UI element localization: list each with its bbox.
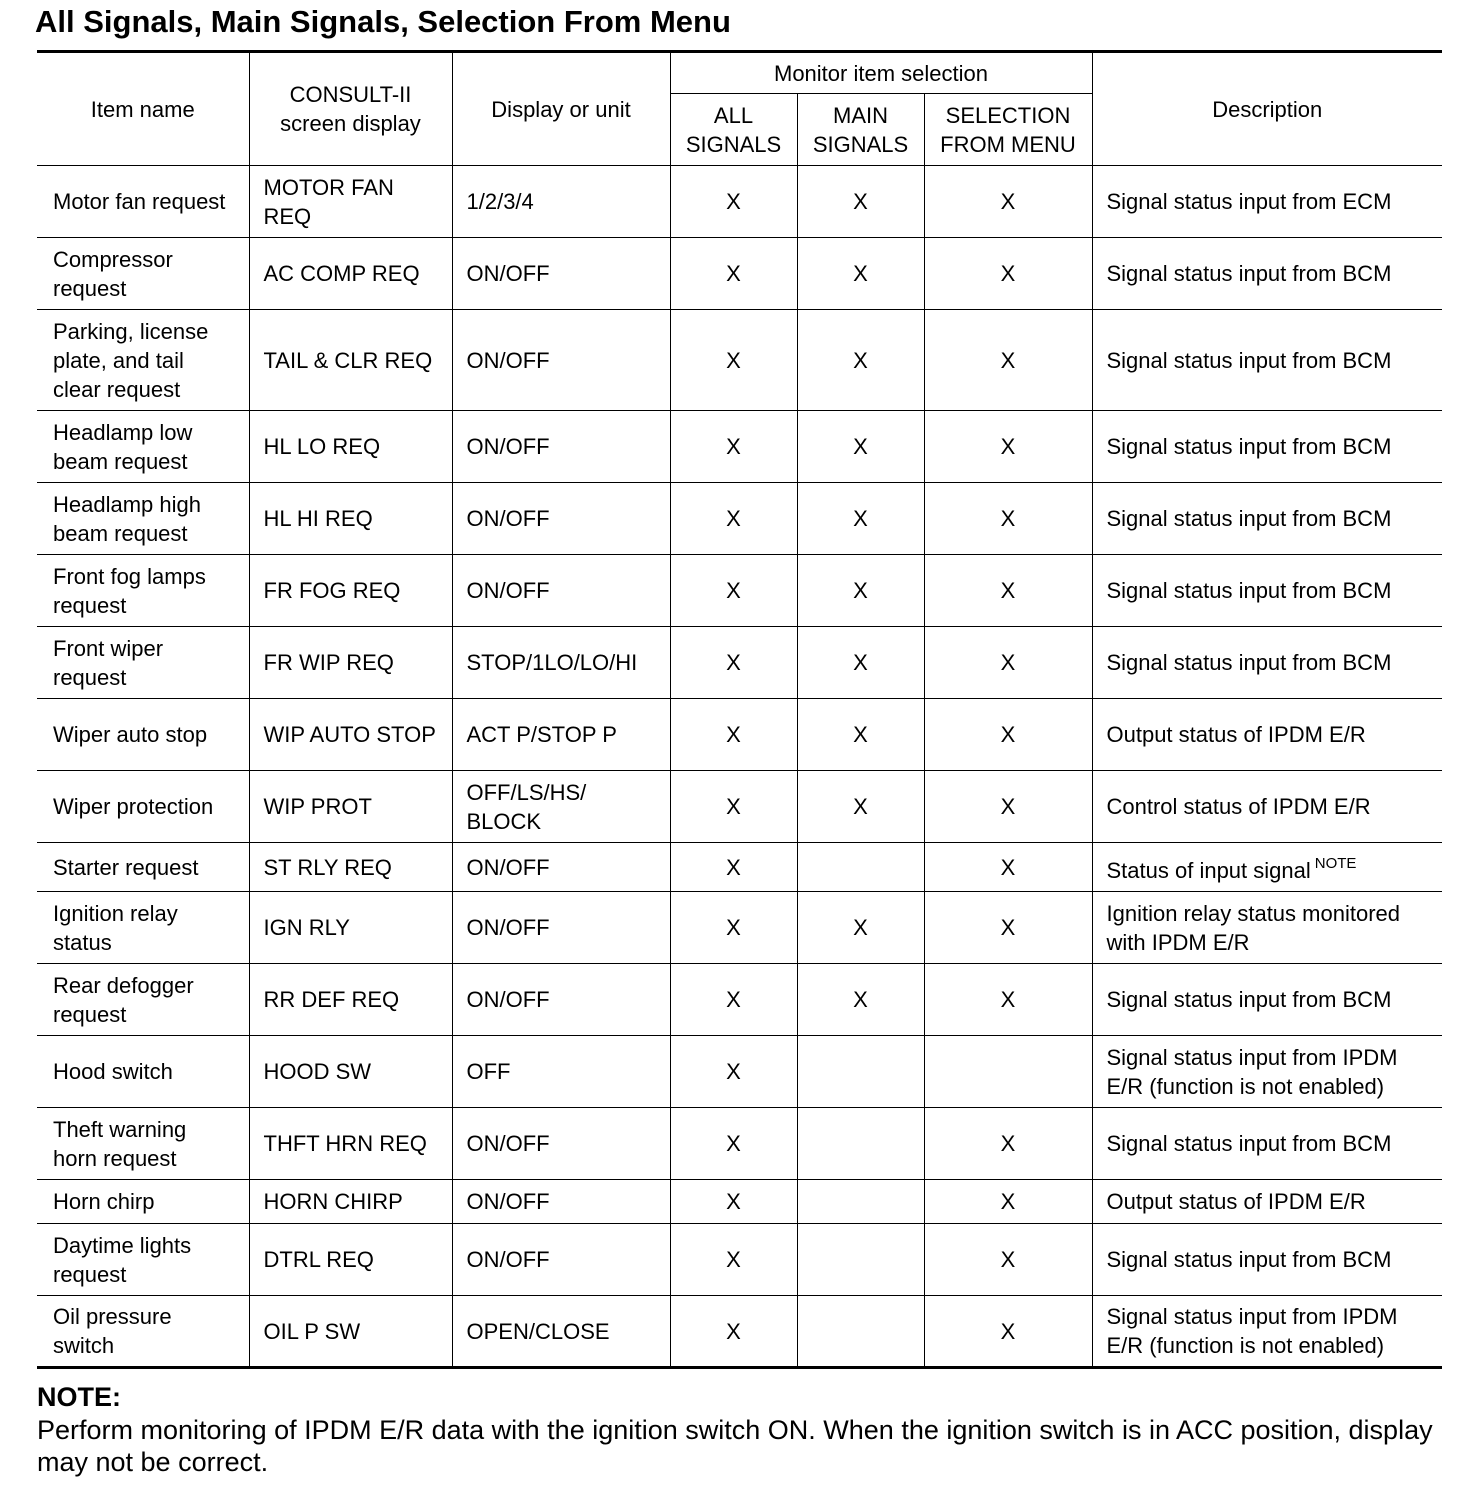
main-signals-cell: X [797,310,924,411]
unit-cell: STOP/1LO/LO/HI [452,627,670,699]
item-name-cell: Front fog lamps request [37,555,249,627]
main-signals-cell: X [797,411,924,483]
header-display-unit: Display or unit [452,52,670,166]
header-sel-line2: FROM MENU [940,131,1076,157]
main-signals-cell [797,1224,924,1296]
item-name-cell: Parking, license plate, and tail clear request [37,310,249,411]
item-name-cell: Compressor request [37,238,249,310]
description-text: Status of input signal [1106,858,1311,883]
unit-cell: ON/OFF [452,238,670,310]
main-signals-cell: X [797,238,924,310]
description-cell [1092,843,1442,892]
description-cell: Signal status input from BCM [1092,964,1442,1036]
main-signals-cell [797,1296,924,1368]
item-name-cell: Headlamp high beam request [37,483,249,555]
selection-cell: X [924,411,1092,483]
table-row [37,843,1442,892]
header-all-line1: ALL [713,102,754,128]
unit-cell: ON/OFF [452,1224,670,1296]
note-heading: NOTE: [37,1382,121,1412]
all-signals-cell: X [670,411,797,483]
selection-cell: X [924,166,1092,238]
description-cell: Signal status input from BCM [1092,483,1442,555]
header-main-line2: SIGNALS [812,131,909,157]
item-name-cell: Wiper protection [37,771,249,843]
table-row [37,892,1442,964]
all-signals-cell: X [670,1224,797,1296]
description-cell: Ignition relay status monitored with IPDM E/R [1092,892,1442,964]
main-signals-cell: X [797,166,924,238]
table-row [37,555,1442,627]
unit-cell: ON/OFF [452,964,670,1036]
unit-cell: ON/OFF [452,843,670,892]
item-name-cell: Daytime lights request [37,1224,249,1296]
selection-cell: X [924,555,1092,627]
unit-cell: ON/OFF [452,310,670,411]
table-row [37,1036,1442,1108]
selection-cell: X [924,310,1092,411]
consult-cell: AC COMP REQ [249,238,452,310]
main-signals-cell [797,843,924,892]
header-all-signals [670,94,797,166]
header-main-line1: MAIN [833,102,888,128]
unit-cell: ON/OFF [452,1108,670,1180]
consult-cell: OIL P SW [249,1296,452,1368]
selection-cell: X [924,1108,1092,1180]
header-item-name: Item name [37,52,249,166]
unit-cell: ON/OFF [452,1180,670,1224]
all-signals-cell: X [670,483,797,555]
consult-cell: DTRL REQ [249,1224,452,1296]
table-row [37,1180,1442,1224]
all-signals-cell: X [670,771,797,843]
consult-cell: FR WIP REQ [249,627,452,699]
main-signals-cell: X [797,771,924,843]
all-signals-cell: X [670,1296,797,1368]
item-name-cell: Starter request [37,843,249,892]
table-row [37,310,1442,411]
consult-cell: THFT HRN REQ [249,1108,452,1180]
consult-cell: HL HI REQ [249,483,452,555]
all-signals-cell: X [670,555,797,627]
consult-cell: WIP PROT [249,771,452,843]
selection-cell: X [924,843,1092,892]
header-consult-line1: CONSULT-II [289,82,412,107]
main-signals-cell [797,1108,924,1180]
main-signals-cell [797,1036,924,1108]
selection-cell: X [924,1296,1092,1368]
table-row [37,627,1442,699]
item-name-cell: Ignition relay status [37,892,249,964]
unit-cell: OPEN/CLOSE [452,1296,670,1368]
description-cell: Signal status input from BCM [1092,1224,1442,1296]
item-name-cell: Headlamp low beam request [37,411,249,483]
all-signals-cell: X [670,843,797,892]
unit-cell: ON/OFF [452,892,670,964]
main-signals-cell: X [797,699,924,771]
main-signals-cell: X [797,483,924,555]
consult-cell: HORN CHIRP [249,1180,452,1224]
unit-cell: ACT P/STOP P [452,699,670,771]
unit-cell: 1/2/3/4 [452,166,670,238]
item-name-cell: Hood switch [37,1036,249,1108]
unit-cell: ON/OFF [452,555,670,627]
main-signals-cell: X [797,964,924,1036]
consult-cell: IGN RLY [249,892,452,964]
selection-cell: X [924,627,1092,699]
selection-cell: X [924,1224,1092,1296]
item-name-cell: Motor fan request [37,166,249,238]
consult-cell: HOOD SW [249,1036,452,1108]
selection-cell: X [924,771,1092,843]
item-name-cell: Rear defogger request [37,964,249,1036]
description-cell: Signal status input from ECM [1092,166,1442,238]
note-reference: NOTE [1314,855,1357,872]
description-cell: Signal status input from BCM [1092,555,1442,627]
consult-cell: FR FOG REQ [249,555,452,627]
item-name-cell: Oil pressure switch [37,1296,249,1368]
all-signals-cell: X [670,166,797,238]
table-row [37,411,1442,483]
table-row [37,1108,1442,1180]
unit-cell: ON/OFF [452,483,670,555]
description-cell: Signal status input from BCM [1092,627,1442,699]
consult-cell: WIP AUTO STOP [249,699,452,771]
header-main-signals [797,94,924,166]
main-signals-cell: X [797,627,924,699]
table-row [37,1224,1442,1296]
all-signals-cell: X [670,310,797,411]
main-signals-cell: X [797,892,924,964]
header-monitor-selection: Monitor item selection [670,52,1092,94]
header-sel-line1: SELECTION [945,102,1071,128]
unit-cell: OFF/LS/HS/ BLOCK [452,771,670,843]
selection-cell: X [924,1180,1092,1224]
description-cell: Signal status input from BCM [1092,411,1442,483]
selection-cell: X [924,964,1092,1036]
unit-cell: ON/OFF [452,411,670,483]
consult-cell: ST RLY REQ [249,843,452,892]
all-signals-cell: X [670,699,797,771]
all-signals-cell: X [670,964,797,1036]
description-cell: Control status of IPDM E/R [1092,771,1442,843]
table-row [37,483,1442,555]
table-row [37,699,1442,771]
header-consult-line2: screen display [280,111,421,136]
description-cell: Signal status input from BCM [1092,310,1442,411]
table-row [37,771,1442,843]
item-name-cell: Wiper auto stop [37,699,249,771]
consult-cell: MOTOR FAN REQ [249,166,452,238]
item-name-cell: Horn chirp [37,1180,249,1224]
description-cell: Signal status input from BCM [1092,238,1442,310]
selection-cell: X [924,483,1092,555]
note-text: Perform monitoring of IPDM E/R data with the ignition switch ON. When the ignition switch is in ACC position, display may not be correct. [37,1415,1433,1477]
all-signals-cell: X [670,1108,797,1180]
selection-cell: X [924,699,1092,771]
selection-cell: X [924,892,1092,964]
description-cell: Output status of IPDM E/R [1092,1180,1442,1224]
description-cell: Signal status input from IPDM E/R (function is not enabled) [1092,1036,1442,1108]
selection-cell: X [924,238,1092,310]
consult-cell: HL LO REQ [249,411,452,483]
unit-cell: OFF [452,1036,670,1108]
selection-cell [924,1036,1092,1108]
all-signals-cell: X [670,1036,797,1108]
header-consult [249,52,452,166]
all-signals-cell: X [670,1180,797,1224]
table-row [37,238,1442,310]
consult-cell: RR DEF REQ [249,964,452,1036]
item-name-cell: Theft warning horn request [37,1108,249,1180]
main-signals-cell: X [797,555,924,627]
header-description: Description [1092,52,1442,166]
page-title: All Signals, Main Signals, Selection From Menu [35,4,731,39]
consult-cell: TAIL & CLR REQ [249,310,452,411]
all-signals-cell: X [670,627,797,699]
signals-table [37,50,1442,1369]
table-row [37,1296,1442,1368]
description-cell: Signal status input from BCM [1092,1108,1442,1180]
header-all-line2: SIGNALS [685,131,782,157]
table-row [37,166,1442,238]
table-row [37,964,1442,1036]
main-signals-cell [797,1180,924,1224]
header-selection-menu [924,94,1092,166]
item-name-cell: Front wiper request [37,627,249,699]
description-cell: Signal status input from IPDM E/R (function is not enabled) [1092,1296,1442,1368]
description-cell: Output status of IPDM E/R [1092,699,1442,771]
all-signals-cell: X [670,892,797,964]
all-signals-cell: X [670,238,797,310]
